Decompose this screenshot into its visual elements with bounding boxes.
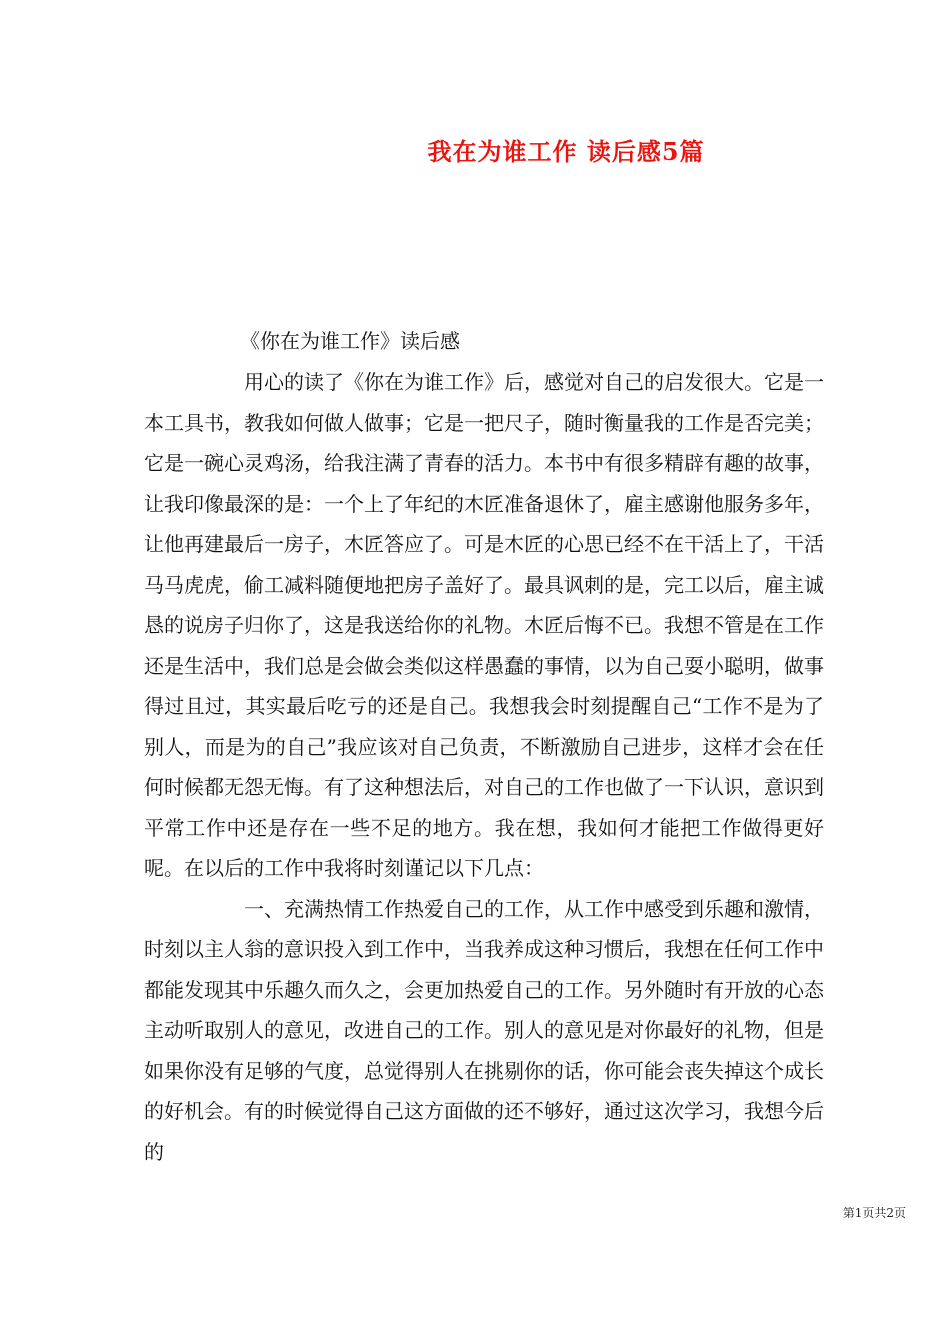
document-title-text: 我在为谁工作 读后感5篇 bbox=[427, 137, 705, 166]
body-paragraph-1: 用心的读了《你在为谁工作》后，感觉对自己的启发很大。它是一本工具书，教我如何做人做事；它是一把尺子，随时衡量我的工作是否完美；它是一碗心灵鸡汤，给我注满了青春的活力。本书中有很多精辟有趣的故事，让我印像最深的是：一个上了年纪的木匠准备退休了，雇主感谢他服务多年，让他再建最后一房子，木匠答应了。可是木匠的心思已经不在干活上了，干活马马虎虎，偷工减料随便地把房子盖好了。最具讽刺的是，完工以后，雇主诚恳的说房子归你了，这是我送给你的礼物。木匠后悔不已。我想不管是在工作还是生活中，我们总是会做会类似这样愚蠢的事情，以为自己耍小聪明，做事得过且过，其实最后吃亏的还是自己。我想我会时刻提醒自己“工作不是为了别人，而是为的自己”我应该对自己负责，不断激励自己进步，这样才会在任何时候都无怨无悔。有了这种想法后，对自己的工作也做了一下认识，意识到平常工作中还是存在一些不足的地方。我在想，我如何才能把工作做得更好呢。在以后的工作中我将时刻谨记以下几点： bbox=[144, 370, 824, 880]
body-paragraph-2: 一、充满热情工作热爱自己的工作，从工作中感受到乐趣和激情，时刻以主人翁的意识投入到工作中，当我养成这种习惯后，我想在任何工作中都能发现其中乐趣久而久之，会更加热爱自己的工作。另外随时有开放的心态主动听取别人的意见，改进自己的工作。别人的意见是对你最好的礼物，但是如果你没有足够的气度，总觉得别人在挑剔你的话，你可能会丧失掉这个成长的好机会。有的时候觉得自己这方面做的还不够好，通过这次学习，我想今后的 bbox=[144, 896, 824, 1164]
document-body bbox=[144, 362, 824, 1172]
section-heading: 《你在为谁工作》读后感 bbox=[240, 329, 460, 353]
document-title bbox=[0, 132, 950, 167]
page-footer: 第1页共2页 bbox=[842, 1206, 906, 1220]
